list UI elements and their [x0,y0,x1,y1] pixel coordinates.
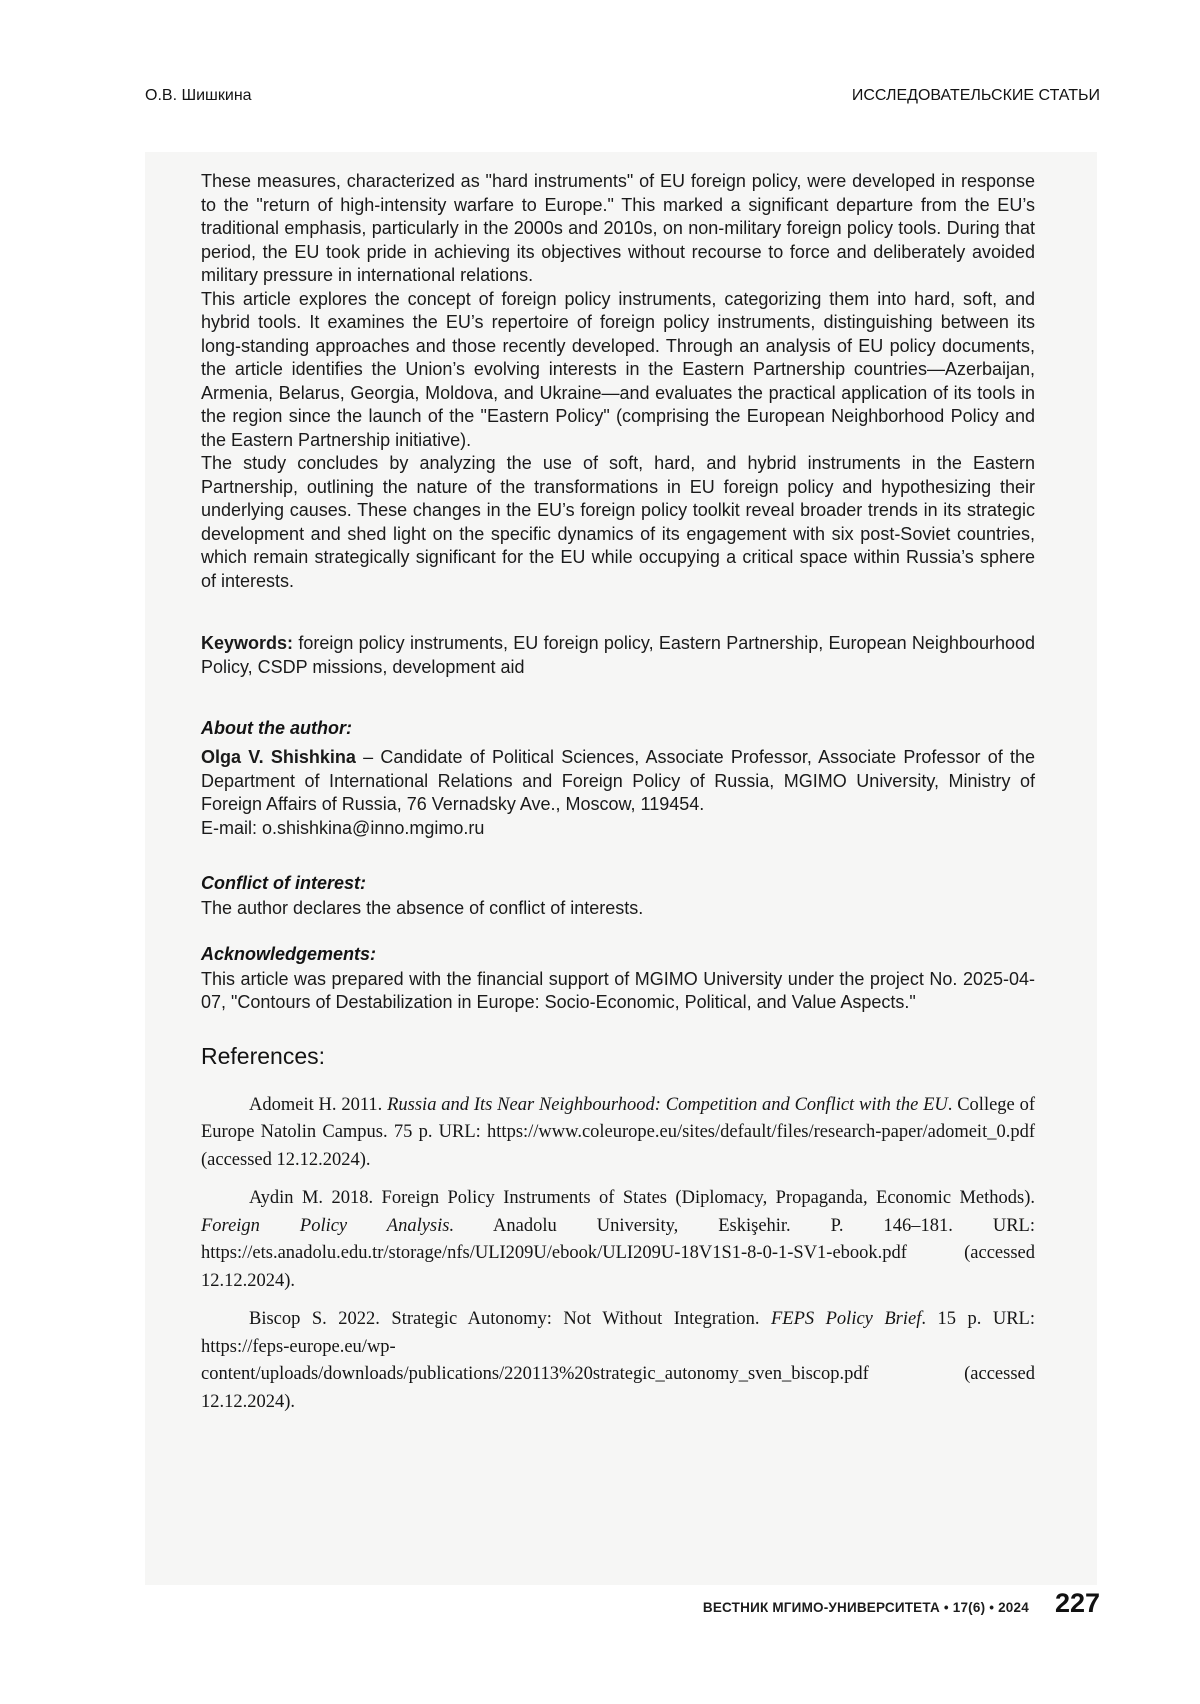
about-author-heading: About the author: [201,718,352,738]
footer-page-number: 227 [1054,1588,1100,1618]
page-footer [703,1588,1100,1619]
acknowledgements-text: This article was prepared with the financial support of MGIMO University under the project No. 2025-04-07, "Contours of Destabilization in Europe: Socio-Economic, Political, and Value Aspects." [201,968,1035,1012]
reference-item: Biscop S. 2022. Strategic Autonomy: Not Without Integration. FEPS Policy Brief. 15 p. URL: https://feps-europe.eu/wp-content/uploads/downloads/publications/220113%20strategic_autonomy_sven_biscop.pdf (accessed 12.12.2024). [201,1309,1035,1412]
abstract-block [201,170,1035,593]
author-email-line: E-mail: o.shishkina@inno.mgimo.ru [201,817,485,838]
about-author-text: Olga V. Shishkina – Candidate of Political Sciences, Associate Professor, Associate Professor of the Department of International Relations and Foreign Policy of Russia, MGIMO University, Ministry of Foreign Affairs of Russia, 76 Vernadsky Ave., Moscow, 119454. [201,747,1035,814]
reference-item: Aydin M. 2018. Foreign Policy Instruments of States (Diplomacy, Propaganda, Economic Methods). Foreign Policy Analysis. Anadolu University, Eskişehir. P. 146–181. URL: https://ets.anadolu.edu.tr/storage/nfs/ULI209U/ebook/ULI209U-18V1S1-8-0-1-SV1-ebook.pdf (accessed 12.12.2024). [201,1188,1035,1291]
running-head [145,86,1100,106]
abstract-paragraph: These measures, characterized as "hard instruments" of EU foreign policy, were developed in response to the "return of high-intensity warfare to Europe." This marked a significant departure from the EU’s traditional emphasis, particularly in the 2000s and 2010s, on non-military foreign policy tools. During that period, the EU took pride in achieving its objectives without recourse to force and deliberately avoided military pressure in international relations. [201,171,1035,285]
running-head-section: ИССЛЕДОВАТЕЛЬСКИЕ СТАТЬИ [851,87,1100,104]
conflict-text: The author declares the absence of conflict of interests. [201,898,644,918]
reference-item: Adomeit H. 2011. Russia and Its Near Neighbourhood: Competition and Conflict with the EU. College of Europe Natolin Campus. 75 p. URL: https://www.coleurope.eu/sites/default/files/research-paper/adomeit_0.pdf (accessed 12.12.2024). [201,1094,1035,1170]
keywords-line: Keywords: foreign policy instruments, EU foreign policy, Eastern Partnership, European Neighbourhood Policy, CSDP missions, development aid [201,633,1035,677]
running-head-author: О.В. Шишкина [145,87,252,104]
conflict-heading: Conflict of interest: [201,873,366,893]
references-heading: References: [201,1042,326,1069]
abstract-paragraph: This article explores the concept of foreign policy instruments, categorizing them into hard, soft, and hybrid tools. It examines the EU’s repertoire of foreign policy instruments, distinguishing between its long-standing approaches and those recently developed. Through an analysis of EU policy documents, the article identifies the Union’s evolving interests in the Eastern Partnership countries—Azerbaijan, Armenia, Belarus, Georgia, Moldova, and Ukraine—and evaluates the practical application of its tools in the region since the launch of the "Eastern Policy" (comprising the European Neighborhood Policy and the Eastern Partnership initiative). [201,288,1035,450]
footer-journal-line: ВЕСТНИК МГИМО-УНИВЕРСИТЕТА • 17(6) • 2024 [702,1600,1029,1615]
article-summary-panel [145,152,1097,1585]
abstract-paragraph: The study concludes by analyzing the use of soft, hard, and hybrid instruments in the Eastern Partnership, outlining the nature of the transformations in EU foreign policy and hypothesizing their underlying causes. These changes in the EU’s foreign policy toolkit reveal broader trends in its strategic development and shed light on the specific dynamics of its engagement with six post-Soviet countries, which remain strategically significant for the EU while occupying a critical space within Russia’s sphere of interests. [201,453,1035,591]
acknowledgements-heading: Acknowledgements: [201,943,377,964]
